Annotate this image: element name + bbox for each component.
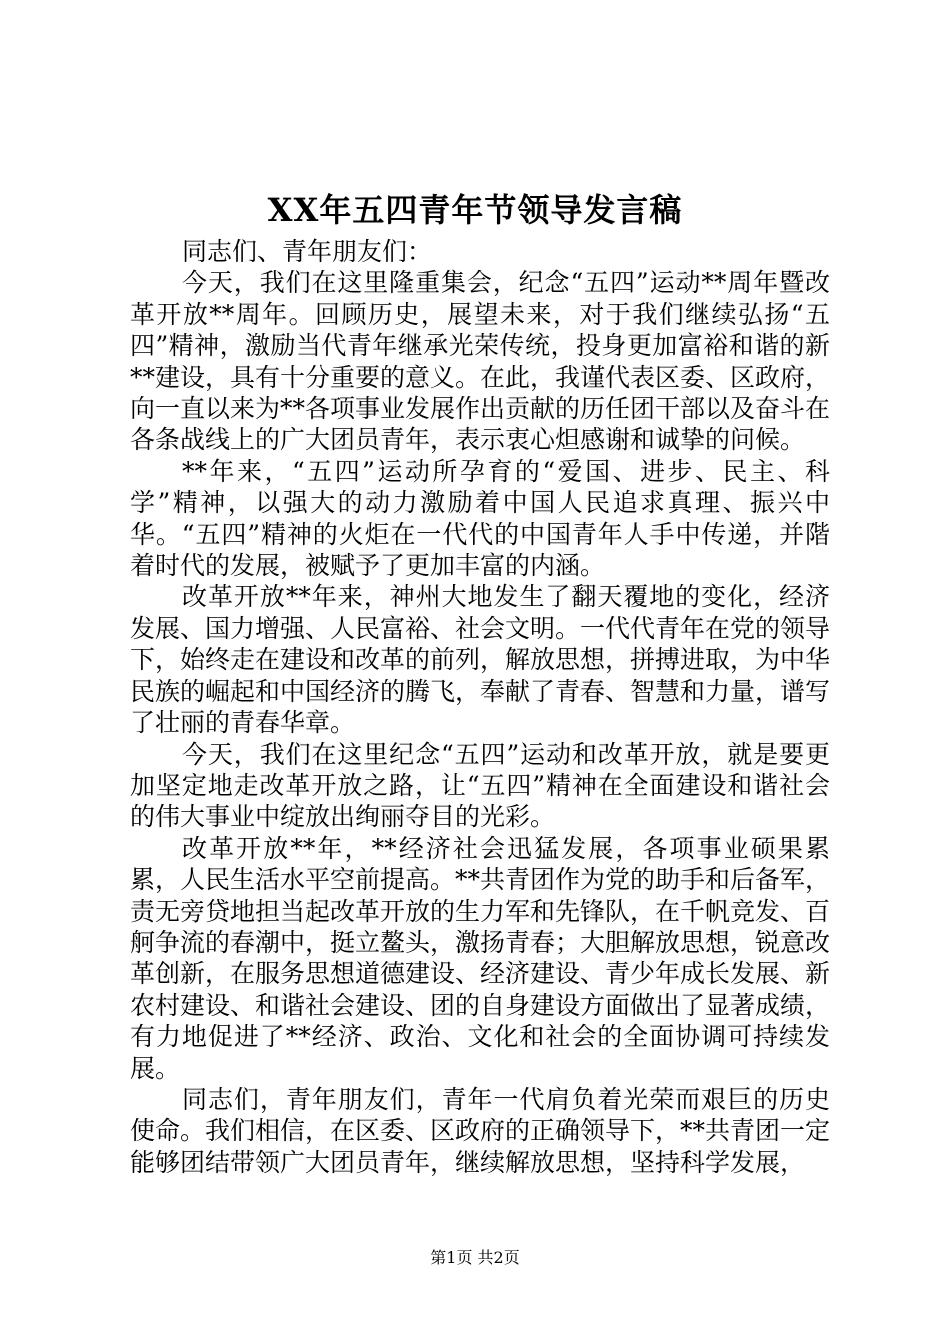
document-body <box>130 236 830 1178</box>
document-title: XX年五四青年节领导发言稿 <box>267 191 683 229</box>
body-paragraph: 今天，我们在这里纪念“五四”运动和改革开放，就是要更加坚定地走改革开放之路，让“五四”精神在全面建设和谐社会的伟大事业中绽放出绚丽夺目的光彩。 <box>130 739 830 832</box>
body-paragraph: 改革开放**年来，神州大地发生了翻天覆地的变化，经济发展、国力增强、人民富裕、社会文明。一代代青年在党的领导下，始终走在建设和改革的前列，解放思想，拼搏进取，为中华民族的崛起和中国经济的腾飞，奉献了青春、智慧和力量，谱写了壮丽的青春华章。 <box>130 582 831 738</box>
body-paragraph: 改革开放**年，**经济社会迅猛发展，各项事业硕果累累，人民生活水平空前提高。**共青团作为党的助手和后备军，责无旁贷地担当起改革开放的生力军和先锋队，在千帆竞发、百舸争流的春潮中，挺立鳌头，激扬青春；大胆解放思想，锐意改革创新，在服务思想道德建设、经济建设、青少年成长发展、新农村建设、和谐社会建设、团的自身建设方面做出了显著成绩，有力地促进了**经济、政治、文化和社会的全面协调可持续发展。 <box>130 833 831 1083</box>
body-paragraph: 今天，我们在这里隆重集会，纪念“五四”运动**周年暨改革开放**周年。回顾历史，展望未来，对于我们继续弘扬“五四”精神，激励当代青年继承光荣传统，投身更加富裕和谐的新**建设，具有十分重要的意义。在此，我谨代表区委、区政府，向一直以来为**各项事业发展作出贡献的历任团干部以及奋斗在各条战线上的广大团员青年，表示衷心炟感谢和诚挚的问候。 <box>130 268 831 455</box>
salutation-paragraph: 同志们、青年朋友们： <box>182 237 433 266</box>
body-paragraph: **年来，“五四”运动所孕育的“爱国、进步、民主、科学”精神，以强大的动力激励着中国人民追求真理、振兴中华。“五四”精神的火炬在一代代的中国青年人手中传递，并階着时代的发展，被赋予了更加丰富的内涵。 <box>130 456 830 581</box>
page-number-footer: 第1页 共2页 <box>430 1248 520 1267</box>
body-paragraph: 同志们，青年朋友们，青年一代肩负着光荣而艰巨的历史使命。我们相信，在区委、区政府的正确领导下，**共青团一定能够团结带领广大团员青年，继续解放思想，坚持科学发展， <box>130 1084 831 1177</box>
